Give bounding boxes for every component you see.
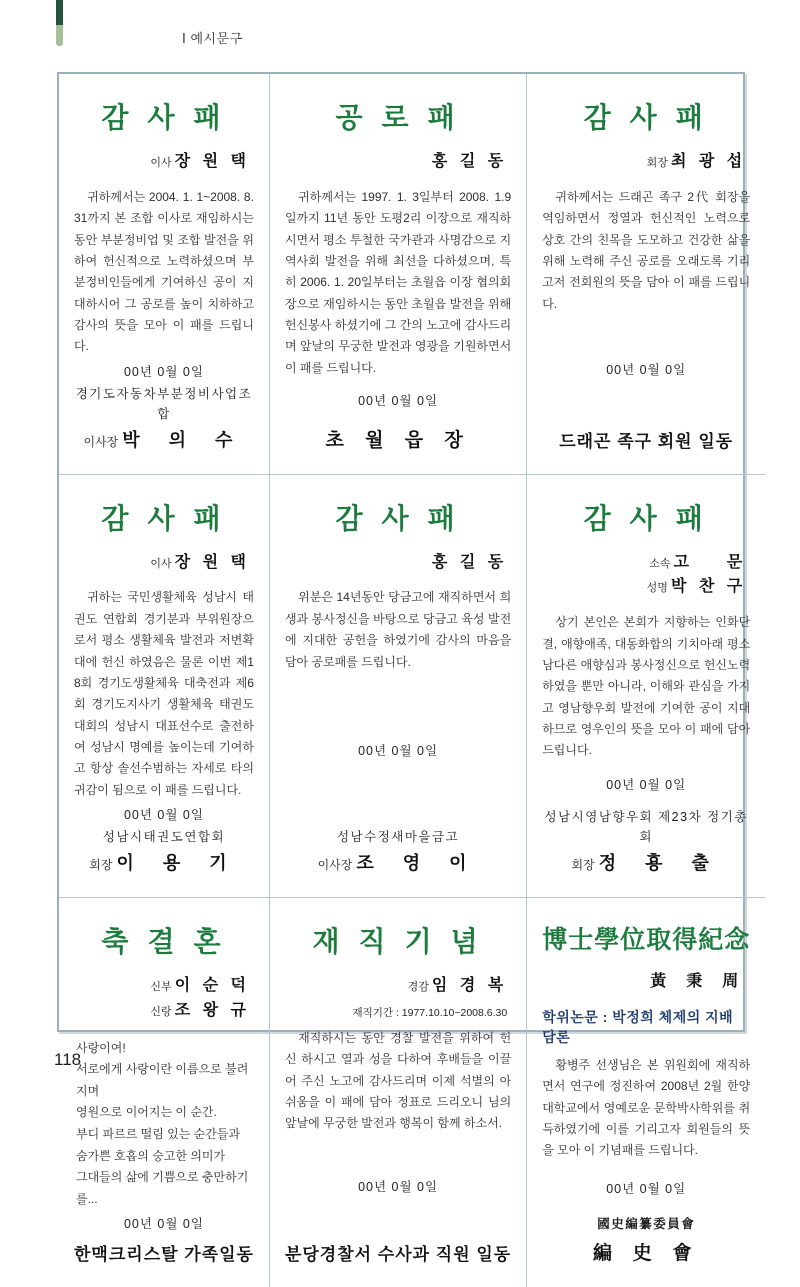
plaque-card-2 <box>270 74 527 475</box>
section-color-bar <box>56 0 63 46</box>
spacer <box>285 1135 511 1177</box>
plaque-card-3 <box>527 74 765 475</box>
recipient-line <box>285 150 507 175</box>
recipient-block <box>285 974 507 999</box>
plaque-card-1 <box>59 74 270 475</box>
recipient-line <box>542 575 746 600</box>
presenter-name: 박 의 수 <box>122 429 245 450</box>
recipient-line <box>74 974 250 999</box>
plaque-body-text: 상기 본인은 본회가 지향하는 인화단결, 애향애족, 대동화합의 기치아래 평소 남다른 애향심과 봉사정신으로 헌신노력하였을 뿐만 아니라, 이해와 관심을 가지고 영남향우회 발전에 기여한 공이 지대하므로 영우인의 뜻을 모아 이 패에 담아 드립니다. <box>542 615 751 758</box>
presenter-block <box>74 1236 254 1265</box>
date-line: 00년 0월 0일 <box>123 1217 204 1232</box>
recipient-line <box>542 551 746 576</box>
page-number: 118 <box>54 1050 82 1069</box>
presenter-role-label: 이사장 <box>317 858 353 873</box>
presenter-name: 조 영 이 <box>356 853 479 874</box>
plaque-body-text: 귀하께서는 1997. 1. 3일부터 2008. 1.9일까지 11년 동안 도평2리 이장으로 재직하시면서 평소 투철한 국가관과 사명감으로 지역사회 발전을 위해 최선을 다하셨으며, 특히 2006. 1. 20일부터는 초월읍 이장 협의회장으로 재임하시는 동안 초월읍 발전을 위해 헌신봉사 하셨기에 그 간의 노고에 감사드리며 앞날의 무궁한 발전과 영광을 기원하면서 이 패를 드립니다. <box>284 189 512 375</box>
plaque-title: 감 사 패 <box>101 503 227 535</box>
presenter-name-large: 編 史 會 <box>592 1243 700 1265</box>
recipient-name: 조 왕 규 <box>174 1001 250 1019</box>
spacer <box>285 1195 511 1237</box>
recipient-name: 고 문 <box>673 553 747 571</box>
presenter-block <box>285 421 511 452</box>
presenter-organization: 國史編纂委員會 <box>597 1217 696 1232</box>
plaque-body-text: 황병주 선생님은 본 위원회에 재직하면서 연구에 정진하여 2008년 2월 한양대학교에서 영예로운 문학박사학위를 취득하였기에 이를 기리고자 회원들의 뜻을 모아 이 기념패를 드립니다. <box>542 1057 751 1158</box>
plaque-title: 博士學位取得紀念 <box>542 927 751 955</box>
date-line: 00년 0월 0일 <box>606 1182 687 1197</box>
presenter-organization: 경기도자동차부분정비사업조합 <box>75 386 253 421</box>
date-line: 00년 0월 0일 <box>358 1179 439 1194</box>
recipient-role-label: 회장 <box>646 157 668 169</box>
plaque-card-8 <box>270 898 527 1287</box>
presenter-role-label: 이사장 <box>83 434 119 449</box>
recipient-role-label: 경감 <box>407 981 429 994</box>
plaque-title: 재 직 기 념 <box>312 927 484 959</box>
recipient-line <box>285 974 507 999</box>
plaque-body-text: 귀하께서는 드래곤 족구 2代 회장을 역임하면서 정열과 헌신적인 노력으로 상호 간의 친목을 도모하고 건강한 삶을 위해 노력해 주신 공로를 오래도록 기리고저 전회원의 뜻을 담아 이 패를 드립니다. <box>542 189 751 311</box>
recipient-block <box>74 551 250 576</box>
recipient-block <box>542 551 746 601</box>
section-header-label: Ⅰ 예시문구 <box>182 31 243 46</box>
presenter-block <box>542 807 750 875</box>
date-line: 00년 0월 0일 <box>358 393 439 408</box>
recipient-name: 黃 秉 周 <box>650 973 747 991</box>
presenter-signer-line <box>74 426 254 452</box>
recipient-name: 홍 길 동 <box>431 153 508 170</box>
recipient-name: 박 찬 구 <box>670 578 747 596</box>
spacer <box>542 793 750 807</box>
presenter-block <box>74 827 254 875</box>
plaque-card-5 <box>270 475 527 898</box>
spacer <box>285 759 511 827</box>
recipient-line <box>542 150 746 175</box>
plaque-body-text: 귀하께서는 2004. 1. 1~2008. 8. 31까지 본 조합 이사로 재임하시는 동안 부분정비업 및 조합 발전을 위하여 헌신적으로 노력하셨으며 부분정비인들에게 기여하신 공이 지대하시어 그 공로를 높이 치하하고 감사의 뜻을 모아 이 패를 드립니다. <box>74 189 254 354</box>
plaque-title: 감 사 패 <box>583 103 709 134</box>
presenter-signer-line <box>285 849 511 875</box>
spacer <box>542 762 750 776</box>
recipient-role-label: 성명 <box>646 582 668 595</box>
poem-line: 서로에게 사랑이란 이름으로 불려지며 <box>76 1062 249 1098</box>
presenter-name-large: 초 월 읍 장 <box>325 429 471 451</box>
plaque-card-6 <box>527 475 765 898</box>
poem-line: 그대들의 삶에 기쁨으로 충만하기를... <box>76 1170 249 1206</box>
recipient-name: 홍 길 동 <box>431 553 508 571</box>
plaque-title: 공 로 패 <box>335 103 461 134</box>
spacer <box>285 673 511 741</box>
recipient-block <box>285 150 507 175</box>
presenter-name: 정 횽 출 <box>598 853 721 874</box>
recipient-name: 최 광 섭 <box>670 153 747 170</box>
date-line: 00년 0월 0일 <box>606 778 687 793</box>
plaque-body-text: 위분은 14년동안 당금고에 재직하면서 희생과 봉사정신을 바탕으로 당금고 육성 발전에 지대한 공헌을 하였기에 감사의 마음을 담아 공로패를 드립니다. <box>284 590 512 669</box>
spacer <box>542 1162 750 1179</box>
plaque-title: 감 사 패 <box>583 503 709 535</box>
recipient-line <box>542 970 746 995</box>
presenter-block <box>542 423 750 452</box>
recipient-line <box>74 999 250 1024</box>
spacer <box>285 409 511 421</box>
recipient-block <box>74 150 250 175</box>
presenter-name: 이 용 기 <box>116 853 239 874</box>
plaque-card-7 <box>59 898 270 1287</box>
service-period: 재직기간 : 1977.10.10~2008.6.30 <box>352 1006 508 1019</box>
plaque-title: 축 결 혼 <box>101 927 227 959</box>
spacer <box>542 1197 750 1214</box>
recipient-block <box>285 551 507 576</box>
presenter-block <box>74 384 254 452</box>
recipient-line <box>74 551 250 576</box>
spacer <box>285 379 511 391</box>
spacer <box>542 315 750 360</box>
spacer <box>542 378 750 423</box>
date-line: 00년 0월 0일 <box>358 743 439 758</box>
poem-line: 영원으로 이어지는 이 순간. <box>76 1105 217 1120</box>
poem-line: 사랑이여! <box>76 1040 126 1055</box>
date-line: 00년 0월 0일 <box>606 362 687 377</box>
recipient-line <box>285 551 507 576</box>
presenter-organization: 성남시태권도연합회 <box>102 830 226 845</box>
recipient-name: 이 순 덕 <box>174 977 250 995</box>
recipient-line <box>74 150 250 175</box>
recipient-role-label: 신부 <box>150 981 172 994</box>
presenter-name-large: 한맥크리스탈 가족일동 <box>74 1245 254 1265</box>
presenter-organization: 성남수정새마을금고 <box>336 830 460 845</box>
recipient-name: 장 원 택 <box>174 153 250 170</box>
presenter-role-label: 회장 <box>571 858 595 873</box>
presenter-block <box>542 1214 750 1265</box>
plaque-title: 감 사 패 <box>101 103 227 134</box>
presenter-organization: 성남시영남향우회 제23차 정기총회 <box>544 810 748 845</box>
plaque-body-text: 재직하시는 동안 경찰 발전을 위하여 헌신 하시고 열과 성을 다하여 후배들을 이끌어 주신 노고에 감사드리며 이제 석별의 아쉬움을 이 패에 담아 정표로 드리오니 님의 앞날에 무궁한 발전과 행복이 함께 하소서. <box>284 1030 512 1131</box>
recipient-role-label: 이사 <box>150 157 172 169</box>
date-line: 00년 0월 0일 <box>123 808 204 823</box>
recipient-role-label: 이사 <box>150 557 172 570</box>
presenter-role-label: 회장 <box>89 858 113 873</box>
presenter-block <box>285 1236 511 1265</box>
date-line: 00년 0월 0일 <box>123 364 204 379</box>
plaque-card-9 <box>527 898 765 1287</box>
recipient-block <box>74 974 250 1024</box>
recipient-role-label: 소속 <box>649 557 671 570</box>
recipient-block <box>542 970 746 995</box>
recipient-name: 장 원 택 <box>174 553 250 571</box>
presenter-block <box>285 827 511 875</box>
presenter-name-large: 분당경찰서 수사과 직원 일동 <box>284 1245 512 1265</box>
thesis-title: 학위논문 : 박정희 체제의 지배 담론 <box>542 1008 734 1045</box>
presenter-name-large: 드래곤 족구 회원 일동 <box>559 431 734 451</box>
recipient-block <box>542 150 746 175</box>
poem-line: 부디 파르르 떨림 있는 순간들과 <box>76 1127 241 1142</box>
plaque-card-4 <box>59 475 270 898</box>
plaque-title: 감 사 패 <box>335 503 461 535</box>
poem-line: 숨가쁜 호흡의 숭고한 의미가 <box>76 1148 226 1163</box>
poem-block <box>76 1038 254 1211</box>
presenter-signer-line <box>542 849 750 875</box>
presenter-signer-line <box>74 849 254 875</box>
recipient-role-label: 신랑 <box>150 1005 172 1018</box>
recipient-name: 임 경 복 <box>431 977 508 995</box>
plaque-body-text: 귀하는 국민생활체육 성남시 태권도 연합회 경기분과 부위원장으로서 평소 생활체육 발전과 저변확대에 헌신 하였음은 물론 이번 제18회 경기도생활체육 대축전과 제6회 경기도지사기 생활체육 태권도 대회의 성남시 대표선수로 출전하여 성남시 명예를 높이는데 기여하고 항상 솔선수범하는 자세로 타의 귀감이 됨으로 이 패를 드립니다. <box>74 590 254 797</box>
